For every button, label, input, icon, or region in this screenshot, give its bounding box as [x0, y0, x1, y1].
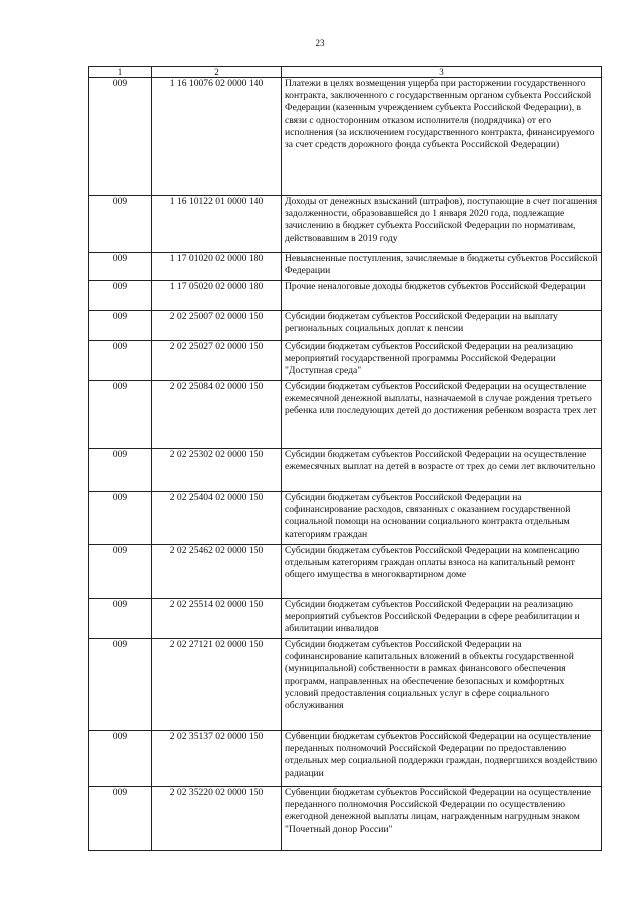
budget-code-cell: 1 16 10076 02 0000 140 — [152, 78, 282, 196]
budget-code-cell: 2 02 25007 02 0000 150 — [152, 311, 282, 341]
admin-code-cell: 009 — [89, 196, 152, 253]
column-header-2: 2 — [152, 67, 282, 78]
revenue-description-cell: Невыясненные поступления, зачисляемые в бюджеты субъектов Российской Федерации — [282, 253, 602, 281]
budget-code-cell: 2 02 25084 02 0000 150 — [152, 381, 282, 449]
admin-code-cell: 009 — [89, 253, 152, 281]
page-number: 23 — [315, 38, 325, 48]
budget-code-cell: 2 02 25514 02 0000 150 — [152, 599, 282, 639]
budget-code-cell: 2 02 35220 02 0000 150 — [152, 787, 282, 851]
admin-code-cell: 009 — [89, 449, 152, 492]
table-header-row — [89, 67, 602, 78]
budget-code-cell: 2 02 25027 02 0000 150 — [152, 341, 282, 381]
budget-code-cell: 1 17 05020 02 0000 180 — [152, 281, 282, 311]
admin-code-cell: 009 — [89, 78, 152, 196]
admin-code-cell: 009 — [89, 787, 152, 851]
revenue-description-cell: Субвенции бюджетам субъектов Российской Федерации на осуществление переданных полномочий Российской Федерации по предоставлению отдельных мер социальной поддержки граждан, подвергшихся воздействию радиации — [282, 731, 602, 787]
admin-code-cell: 009 — [89, 731, 152, 787]
admin-code-cell: 009 — [89, 545, 152, 599]
table-row — [89, 311, 602, 341]
revenue-description-cell: Платежи в целях возмещения ущерба при расторжении государственного контракта, заключенного с государственным органом субъекта Российской Федерации (казенным учреждением субъекта Российской Федерации), в связи с односторонним отказом исполнителя (подрядчика) от его исполнения (за исключением государственного контракта, финансируемого за счет средств дорожного фонда субъекта Российской Федерации) — [282, 78, 602, 196]
table-row — [89, 599, 602, 639]
budget-code-cell: 2 02 25404 02 0000 150 — [152, 492, 282, 545]
budget-code-cell: 2 02 25462 02 0000 150 — [152, 545, 282, 599]
admin-code-cell: 009 — [89, 311, 152, 341]
table-row — [89, 639, 602, 731]
revenue-description-cell: Доходы от денежных взысканий (штрафов), поступающие в счет погашения задолженности, образовавшейся до 1 января 2020 года, подлежащие зачислению в бюджет субъекта Российской Федерации по нормативам, действовавшим в 2019 году — [282, 196, 602, 253]
budget-code-cell: 2 02 27121 02 0000 150 — [152, 639, 282, 731]
revenue-description-cell: Субсидии бюджетам субъектов Российской Федерации на осуществление ежемесячной денежной выплаты, назначаемой в случае рождения третьего ребенка или последующих детей до достижения ребенком возраста трех лет — [282, 381, 602, 449]
table-row — [89, 381, 602, 449]
table-row — [89, 196, 602, 253]
table-row — [89, 341, 602, 381]
table-row — [89, 253, 602, 281]
admin-code-cell: 009 — [89, 599, 152, 639]
table-row — [89, 731, 602, 787]
revenue-description-cell: Субсидии бюджетам субъектов Российской Федерации на осуществление ежемесячных выплат на детей в возрасте от трех до семи лет включительно — [282, 449, 602, 492]
admin-code-cell: 009 — [89, 639, 152, 731]
column-header-1: 1 — [89, 67, 152, 78]
revenue-description-cell: Субсидии бюджетам субъектов Российской Федерации на компенсацию отдельным категориям граждан оплаты взноса на капитальный ремонт общего имущества в многоквартирном доме — [282, 545, 602, 599]
table-row — [89, 787, 602, 851]
revenue-description-cell: Субсидии бюджетам субъектов Российской Федерации на выплату региональных социальных доплат к пенсии — [282, 311, 602, 341]
column-header-3: 3 — [282, 67, 602, 78]
budget-code-cell: 1 16 10122 01 0000 140 — [152, 196, 282, 253]
budget-revenue-table — [88, 66, 602, 851]
revenue-description-cell: Субвенции бюджетам субъектов Российской Федерации на осуществление переданного полномочия Российской Федерации по осуществлению ежегодной денежной выплаты лицам, награжденным нагрудным знаком "Почетный донор России" — [282, 787, 602, 851]
table-row — [89, 545, 602, 599]
admin-code-cell: 009 — [89, 341, 152, 381]
revenue-description-cell: Субсидии бюджетам субъектов Российской Федерации на реализацию мероприятий субъектов Российской Федерации в сфере реабилитации и абилитации инвалидов — [282, 599, 602, 639]
admin-code-cell: 009 — [89, 381, 152, 449]
admin-code-cell: 009 — [89, 281, 152, 311]
table-row — [89, 78, 602, 196]
budget-code-cell: 2 02 35137 02 0000 150 — [152, 731, 282, 787]
revenue-description-cell: Субсидии бюджетам субъектов Российской Федерации на софинансирование капитальных вложений в объекты государственной (муниципальной) собственности в рамках финансового обеспечения программ, направленных на обеспечение безопасных и комфортных условий предоставления социальных услуг в сфере социального обслуживания — [282, 639, 602, 731]
revenue-description-cell: Субсидии бюджетам субъектов Российской Федерации на реализацию мероприятий государственной программы Российской Федерации "Доступная среда" — [282, 341, 602, 381]
budget-code-cell: 2 02 25302 02 0000 150 — [152, 449, 282, 492]
table-row — [89, 449, 602, 492]
revenue-description-cell: Прочие неналоговые доходы бюджетов субъектов Российской Федерации — [282, 281, 602, 311]
revenue-description-cell: Субсидии бюджетам субъектов Российской Федерации на софинансирование расходов, связанных с оказанием государственной социальной помощи на основании социального контракта отдельным категориям граждан — [282, 492, 602, 545]
table-row — [89, 492, 602, 545]
table-row — [89, 281, 602, 311]
admin-code-cell: 009 — [89, 492, 152, 545]
budget-code-cell: 1 17 01020 02 0000 180 — [152, 253, 282, 281]
